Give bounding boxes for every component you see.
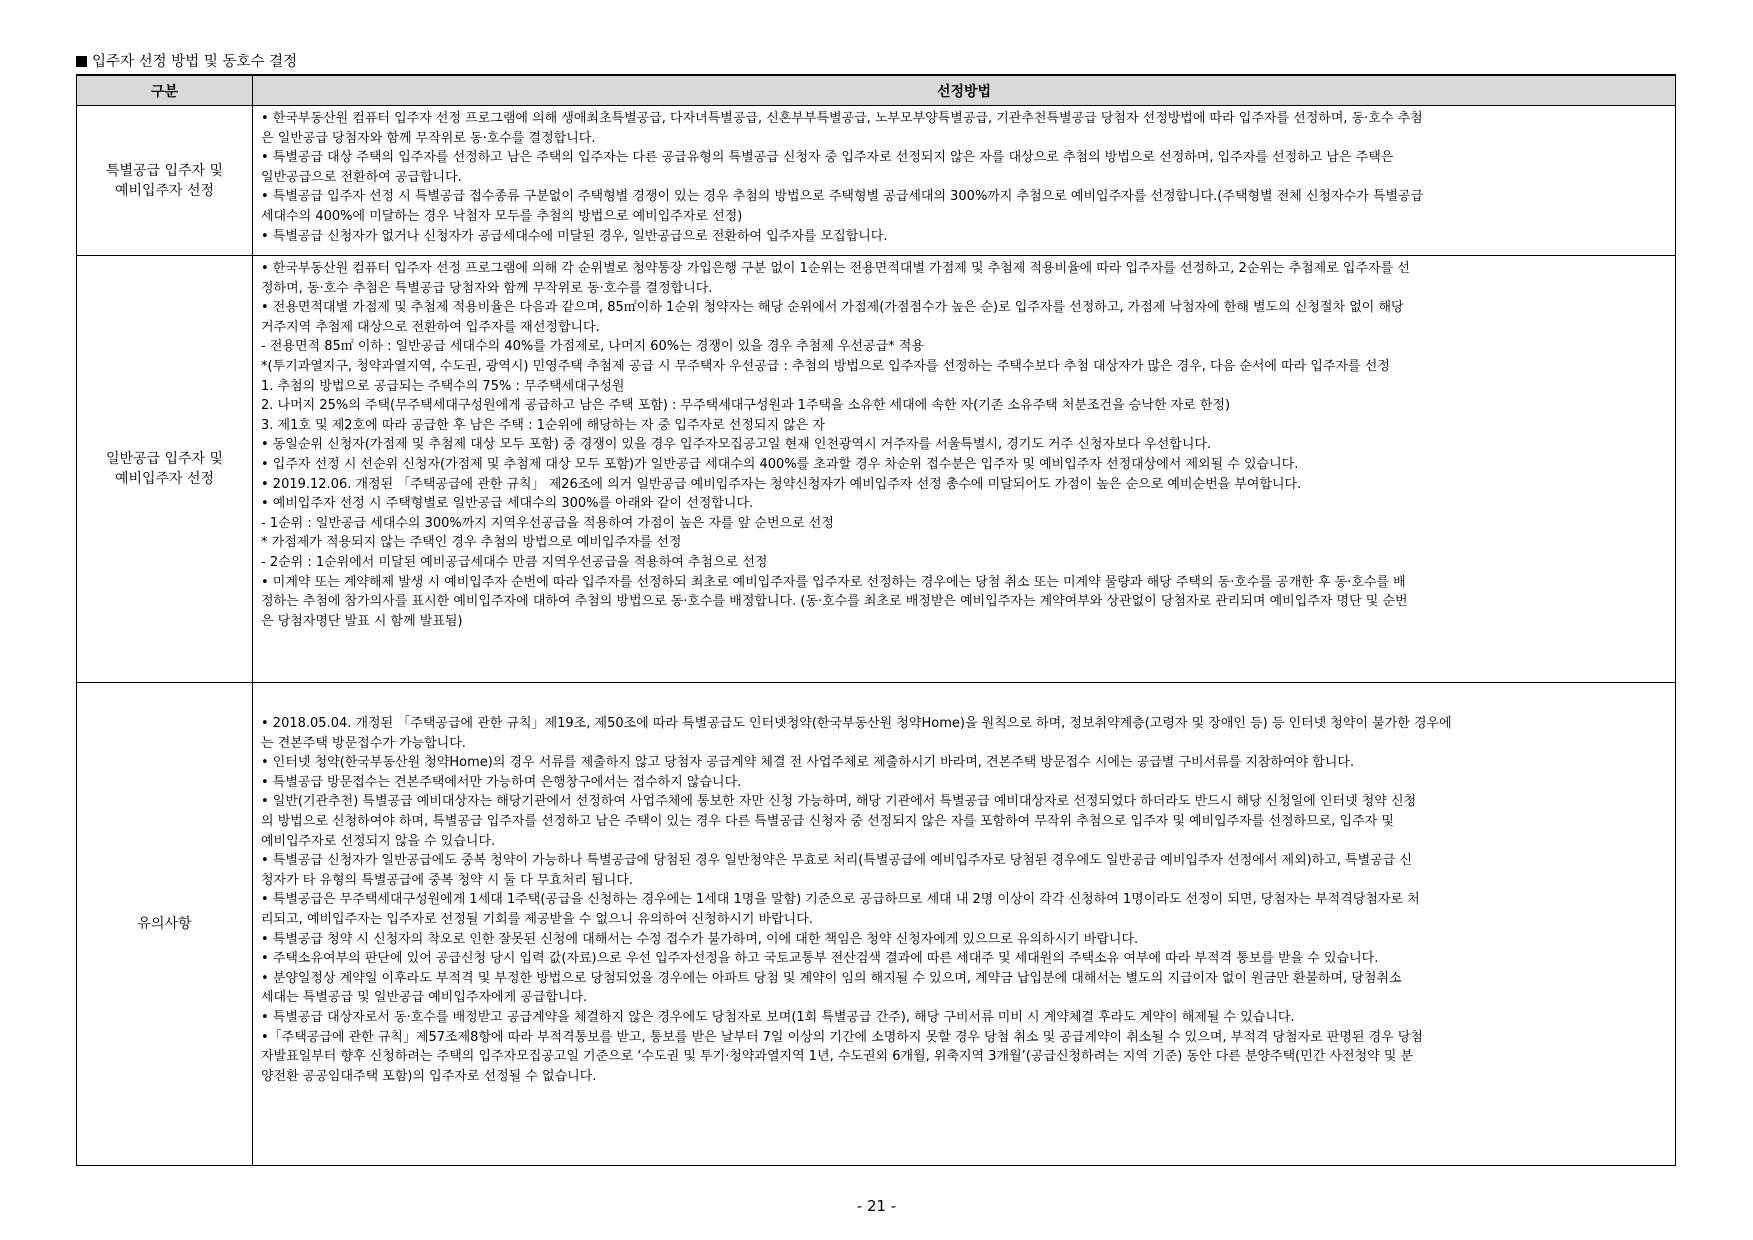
row-label-line: 일반공급 입주자 및: [105, 451, 224, 467]
row-label-line: 유의사항: [137, 916, 192, 932]
content-line: • 특별공급 청약 시 신청자의 착오로 인한 잘못된 신청에 대해서는 수정 접수가 불가하며, 이에 대한 책임은 청약 신청자에게 있으므로 유의하시기 바랍니다.: [261, 931, 1139, 947]
row-label-line: 예비입주자 선정: [114, 182, 215, 199]
content-line: • 특별공급 방문접수는 견본주택에서만 가능하며 은행창구에서는 접수하지 않습니다.: [261, 774, 742, 790]
content-line: 2. 나머지 25%의 주택(무주택세대구성원에게 공급하고 남은 주택 포함) : 무주택세대구성원과 1주택을 소유한 세대에 속한 자(기존 소유주택 처분조건을 승낙한 자로 한정): [261, 398, 1231, 414]
content-line: 3. 제1호 및 제2호에 따라 공급한 후 남은 주택 : 1순위에 해당하는 자 중 입주자로 선정되지 않은 자: [261, 417, 825, 433]
content-line: • 예비입주자 선정 시 주택형별로 일반공급 세대수의 300%를 아래와 같이 선정합니다.: [261, 496, 754, 512]
content-line: • 주택소유여부의 판단에 있어 공급신청 당시 입력 값(자료)으로 우선 입주자선정을 하고 국토교통부 전산검색 결과에 따른 세대주 및 세대원의 주택소유 여부에 따라 부적격 통보를 받을 수 있습니다.: [261, 951, 1379, 967]
content-line: • 특별공급 입주자 선정 시 특별공급 접수종류 구분없이 주택형별 경쟁이 있는 경우 추첨의 방법으로 주택형별 공급세대의 300%까지 추첨으로 예비입주자를 선정합니다.(주택형별 전체 신청자수가 특별공급: [261, 189, 1424, 205]
content-line: • 특별공급 대상 주택의 입주자를 선정하고 남은 주택의 입주자는 다른 공급유형의 특별공급 신청자 중 입주자로 선정되지 않은 자를 대상으로 추첨의 방법으로 선정하며, 입주자를 선정하고 남은 주택은: [261, 150, 1394, 166]
content-line: • 인터넷 청약(한국부동산원 청약Home)의 경우 서류를 제출하지 않고 당첨자 공급계약 체결 전 사업주체로 제출하시기 바라며, 견본주택 방문접수 시에는 공급별 구비서류를 지참하여야 합니다.: [261, 755, 1355, 771]
table-row-general-supply: [77, 256, 1676, 683]
row-content-notes: [253, 683, 1676, 1166]
row-label-special-supply: [77, 106, 253, 256]
content-line: 리되고, 예비입주자는 입주자로 선정될 기회를 제공받을 수 없으니 유의하여 신청하시기 바랍니다.: [261, 911, 813, 927]
row-label-notes: [77, 683, 253, 1166]
header-selection-method: 선정방법: [253, 75, 1676, 106]
content-line: • 2018.05.04. 개정된 「주택공급에 관한 규칙」제19조, 제50조에 따라 특별공급도 인터넷청약(한국부동산원 청약Home)을 원칙으로 하며, 정보취약계층(고령자 및 장애인 등) 등 인터넷 청약이 불가한 경우에: [261, 716, 1452, 731]
content-line: • 2019.12.06. 개정된 「주택공급에 관한 규칙」 제26조에 의거 일반공급 예비입주자는 청약신청자가 예비입주자 선정 총수에 미달되어도 가점이 높은 순으로 예비순번을 부여합니다.: [261, 476, 1302, 492]
content-line: • 특별공급 신청자가 없거나 신청자가 공급세대수에 미달된 경우, 일반공급으로 전환하여 입주자를 모집합니다.: [261, 228, 888, 244]
content-line: - 전용면적 85㎡ 이하 : 일반공급 세대수의 40%를 가점제로, 나머지 60%는 경쟁이 있을 경우 추첨제 우선공급* 적용: [261, 339, 924, 355]
content-line: - 1순위 : 일반공급 세대수의 300%까지 지역우선공급을 적용하여 가점이 높은 자를 앞 순번으로 선정: [261, 515, 834, 531]
content-line: 양전환 공공임대주택 포함)의 입주자로 선정될 수 없습니다.: [261, 1068, 597, 1084]
content-line: • 전용면적대별 가점제 및 추첨제 적용비율은 다음과 같으며, 85㎡이하 1순위 청약자는 해당 순위에서 가점제(가점점수가 높은 순)로 입주자를 선정하고, 가점제 낙첨자에 한해 별도의 신청절차 없이 해당: [261, 300, 1404, 316]
row-content-special-supply: [253, 106, 1676, 256]
content-line: 정하는 추첨에 참가의사를 표시한 예비입주자에 대하여 추첨의 방법으로 동·호수를 배정합니다. (동·호수를 최초로 배정받은 예비입주자는 계약여부와 상관없이 당첨자로 관리되며 예비입주자 명단 및 순번: [261, 594, 1408, 610]
content-line: • 특별공급 대상자로서 동·호수를 배정받고 공급계약을 체결하지 않은 경우에도 당첨자로 보며(1회 특별공급 간주), 해당 구비서류 미비 시 계약체결 후라도 계약이 해제될 수 있습니다.: [261, 1009, 1295, 1025]
content-line: 1. 추첨의 방법으로 공급되는 주택수의 75% : 무주택세대구성원: [261, 378, 625, 394]
content-line: • 일반(기관추천) 특별공급 예비대상자는 해당기관에서 선정하여 사업주체에 통보한 자만 신청 가능하며, 해당 기관에서 특별공급 예비대상자로 선정되었다 하더라도 반드시 해당 신청일에 인터넷 청약 신청: [261, 794, 1417, 810]
content-line: •「주택공급에 관한 규칙」제57조제8항에 따라 부적격통보를 받고, 통보를 받은 날부터 7일 이상의 기간에 소명하지 못할 경우 당첨 취소 및 공급계약이 취소될 수 있으며, 부적격 당첨자로 판명된 경우 당첨: [261, 1029, 1423, 1045]
content-line: *(투기과열지구, 청약과열지역, 수도권, 광역시) 민영주택 추첨제 공급 시 무주택자 우선공급 : 추첨의 방법으로 입주자를 선정하는 주택수보다 추첨 대상자가 많은 경우, 다음 순서에 따라 입주자를 선정: [261, 358, 1390, 374]
header-category: 구분: [77, 75, 253, 106]
row-label-line: 특별공급 입주자 및: [105, 162, 224, 179]
content-line: 은 일반공급 당첨자와 함께 무작위로 동·호수를 결정합니다.: [261, 130, 596, 146]
selection-method-table: [76, 74, 1676, 1166]
content-line: • 동일순위 신청자(가점제 및 추첨제 대상 모두 포함) 중 경쟁이 있을 경우 입주자모집공고일 현재 인천광역시 거주자를 서울특별시, 경기도 거주 신청자보다 우선합니다.: [261, 437, 1212, 453]
content-line: 거주지역 추첨제 대상으로 전환하여 입주자를 재선정합니다.: [261, 319, 600, 335]
row-content-general-supply: [253, 256, 1676, 683]
content-line: - 2순위 : 1순위에서 미달된 예비공급세대수 만큼 지역우선공급을 적용하여 추첨으로 선정: [261, 554, 768, 570]
content-line: • 한국부동산원 컴퓨터 입주자 선정 프로그램에 의해 생애최초특별공급, 다자녀특별공급, 신혼부부특별공급, 노부모부양특별공급, 기관추천특별공급 당첨자 선정방법에 따라 입주자를 선정하며, 동·호수 추첨: [261, 111, 1423, 126]
content-line: 예비입주자로 선정되지 않을 수 있습니다.: [261, 833, 496, 849]
content-line: • 분양일정상 계약일 이후라도 부적격 및 부정한 방법으로 당첨되었을 경우에는 아파트 당첨 및 계약이 임의 해지될 수 있으며, 계약금 납입분에 대해서는 별도의 지급이자 없이 원금만 환불하며, 당첨취소: [261, 970, 1402, 986]
table-row-special-supply: [77, 106, 1676, 256]
black-square-bullet-icon: [76, 56, 87, 67]
page-number: - 21 -: [856, 1197, 897, 1215]
content-line: • 미계약 또는 계약해제 발생 시 예비입주자 순번에 따라 입주자를 선정하되 최초로 예비입주자를 입주자로 선정하는 경우에는 당첨 취소 또는 미계약 물량과 해당 주택의 동·호수를 공개한 후 동·호수를 배: [261, 574, 1406, 590]
content-line: 일반공급으로 전환하여 공급합니다.: [261, 169, 462, 185]
content-line: 은 당첨자명단 발표 시 함께 발표됨): [261, 613, 463, 629]
table-row-notes: [77, 683, 1676, 1166]
row-label-line: 예비입주자 선정: [114, 471, 215, 487]
content-line: • 특별공급 신청자가 일반공급에도 중복 청약이 가능하나 특별공급에 당첨된 경우 일반청약은 무효로 처리(특별공급에 예비입주자로 당첨된 경우에도 일반공급 예비입주자 선정에서 제외)하고, 특별공급 신: [261, 853, 1413, 869]
content-line: 세대수의 400%에 미달하는 경우 낙첨자 모두를 추첨의 방법으로 예비입주자로 선정): [261, 208, 743, 224]
section-title-text: 입주자 선정 방법 및 동호수 결정: [92, 54, 298, 70]
content-line: 는 견본주택 방문접수가 가능합니다.: [261, 735, 466, 751]
content-line: 세대는 특별공급 및 일반공급 예비입주자에게 공급합니다.: [261, 990, 588, 1006]
section-title: [76, 50, 297, 71]
content-line: * 가점제가 적용되지 않는 주택인 경우 추첨의 방법으로 예비입주자를 선정: [261, 535, 682, 551]
table-header-row: [77, 75, 1676, 106]
content-line: • 한국부동산원 컴퓨터 입주자 선정 프로그램에 의해 각 순위별로 청약통장 가입은행 구분 없이 1순위는 전용면적대별 가점제 및 추첨제 적용비율에 따라 입주자를 선정하고, 2순위는 추첨제로 입주자를 선: [261, 261, 1410, 276]
content-line: 청자가 타 유형의 특별공급에 중복 청약 시 둘 다 무효처리 됩니다.: [261, 872, 633, 888]
content-line: • 특별공급은 무주택세대구성원에게 1세대 1주택(공급을 신청하는 경우에는 1세대 1명을 말함) 기준으로 공급하므로 세대 내 2명 이상이 각각 신청하여 1명이라도 선정이 되면, 당첨자는 부적격당첨자로 처: [261, 892, 1420, 908]
content-line: 의 방법으로 신청하여야 하며, 특별공급 입주자를 선정하고 남은 주택이 있는 경우 다른 특별공급 신청자 중 선정되지 않은 자를 포함하여 무작위 추첨으로 입주자 및 예비입주자를 선정하므로, 입주자 및: [261, 813, 1394, 829]
content-line: • 입주자 선정 시 선순위 신청자(가점제 및 추첨제 대상 모두 포함)가 일반공급 세대수의 400%를 초과할 경우 차순위 접수분은 입주자 및 예비입주자 선정대상에서 제외될 수 있습니다.: [261, 456, 1299, 472]
content-line: 정하며, 동·호수 추첨은 특별공급 당첨자와 함께 무작위로 동·호수를 결정합니다.: [261, 280, 713, 296]
content-line: 자발표일부터 향후 신청하려는 주택의 입주자모집공고일 기준으로 ‘수도권 및 투기·청약과열지역 1년, 수도권외 6개월, 위축지역 3개월’(공급신청하려는 지역 기준) 동안 다른 분양주택(민간 사전청약 및 분: [261, 1049, 1414, 1065]
row-label-general-supply: [77, 256, 253, 683]
